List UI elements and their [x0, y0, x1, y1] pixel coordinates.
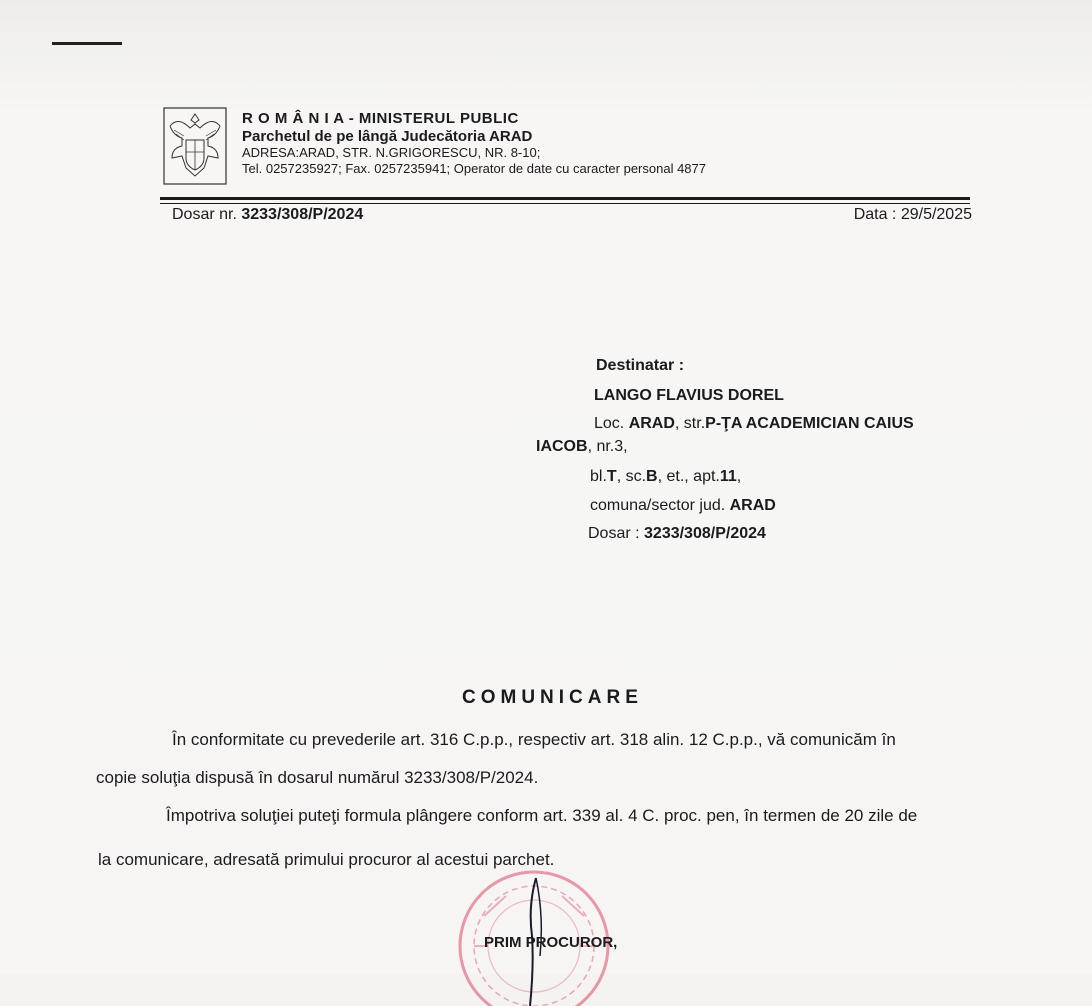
recipient-dosar-number: 3233/308/P/2024 — [644, 525, 766, 542]
county-prefix: comuna/sector jud. — [590, 497, 730, 514]
county-value: ARAD — [729, 497, 776, 514]
header-rule-thin — [160, 203, 970, 204]
institution-header — [242, 110, 706, 176]
apt-end: , — [736, 468, 742, 485]
floor-apt-prefix: , et., apt. — [657, 468, 720, 485]
street-name: P-ŢA ACADEMICIAN CAIUS — [705, 415, 914, 432]
country-ministry-line: R O M Â N I A - MINISTERUL PUBLIC — [242, 110, 519, 127]
dosar-reference — [172, 206, 363, 224]
locality-prefix: Loc. — [594, 415, 629, 432]
paragraph-1-line-2: copie soluţia dispusă în dosarul numărul 3233/308/P/2024. — [96, 768, 539, 787]
paragraph-2-line-1: Împotriva soluţiei puteţi formula plângere conform art. 339 al. 4 C. proc. pen, în termen de 20 zile de — [166, 806, 918, 825]
apt-value: 11 — [719, 468, 737, 485]
stair-value: B — [646, 468, 658, 485]
paragraph-1-line-1: În conformitate cu prevederile art. 316 C.p.p., respectiv art. 318 alin. 12 C.p.p., vă comunicăm în — [172, 730, 896, 749]
institution-contact: Tel. 0257235927; Fax. 0257235941; Operator de date cu caracter personal 4877 — [242, 160, 706, 176]
recipient-building — [590, 468, 741, 486]
recipient-label: Destinatar : — [596, 357, 685, 374]
block-prefix: bl. — [590, 468, 607, 485]
block-value: T — [606, 468, 617, 485]
signatory-title: PRIM PROCUROR, — [484, 934, 618, 951]
dosar-number: 3233/308/P/2024 — [241, 206, 364, 223]
recipient-locality — [594, 415, 914, 433]
locality-city: ARAD — [628, 415, 675, 432]
street-name-cont: IACOB — [536, 438, 588, 455]
street-number: , nr.3, — [587, 438, 628, 455]
document-date: Data : 29/5/2025 — [853, 206, 972, 223]
paragraph-2-line-2: la comunicare, adresată primului procuror al acestui parchet. — [98, 850, 555, 869]
top-dash-mark — [52, 42, 122, 45]
institution-name: Parchetul de pe lângă Judecătoria ARAD — [242, 127, 533, 145]
coat-of-arms-icon — [162, 106, 228, 186]
recipient-county — [590, 497, 776, 515]
stair-prefix: , sc. — [616, 468, 647, 485]
recipient-dosar-prefix: Dosar : — [588, 525, 645, 542]
recipient-street-cont — [536, 438, 628, 456]
street-prefix: , str. — [674, 415, 706, 432]
institution-address: ADRESA:ARAD, STR. N.GRIGORESCU, NR. 8-10; — [242, 145, 541, 161]
header-rule-thick — [160, 197, 970, 200]
dosar-label: Dosar nr. — [172, 206, 242, 223]
document-title: COMUNICARE — [462, 687, 643, 708]
recipient-name: LANGO FLAVIUS DOREL — [594, 387, 784, 404]
recipient-dosar — [588, 525, 766, 543]
